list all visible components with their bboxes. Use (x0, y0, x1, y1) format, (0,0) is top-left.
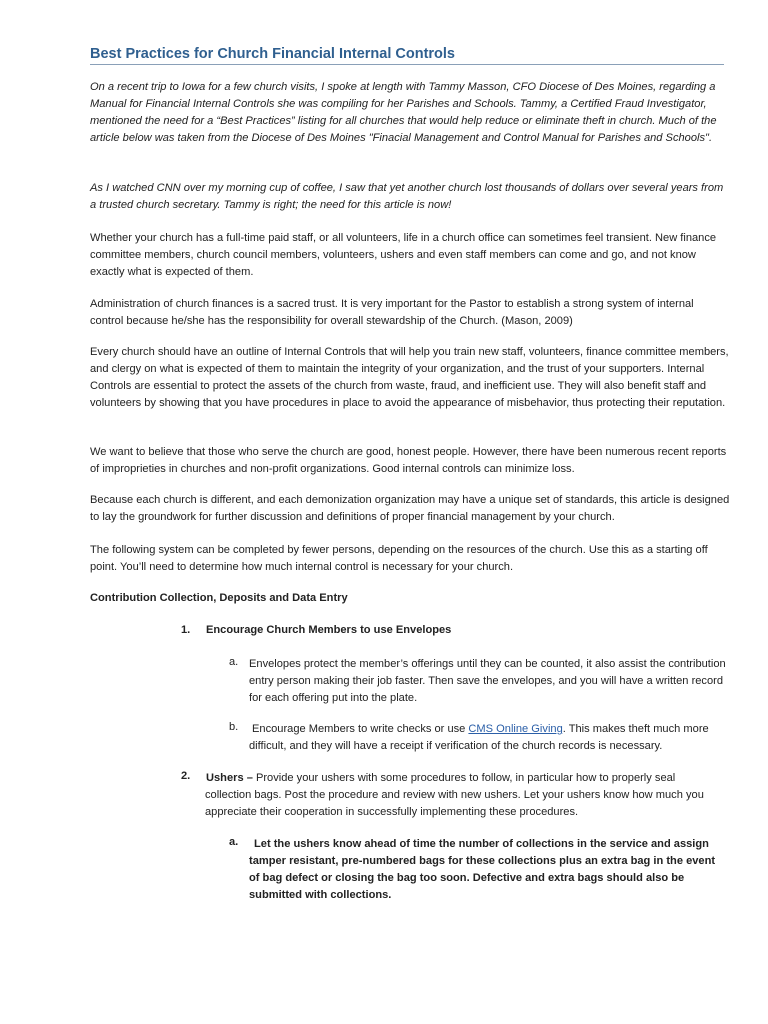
paragraph-different: Because each church is different, and each demonization organization may have a unique set of standards, this article is designed to lay the groundwork for further discussion and definitions of proper financial management by your church. (90, 494, 730, 523)
item-1b-text (249, 721, 729, 755)
section-heading: Contribution Collection, Deposits and Data Entry (90, 592, 348, 604)
intro-paragraph-2: As I watched CNN over my morning cup of coffee, I saw that yet another church lost thousands of dollars over several years from a trusted church secretary. Tammy is right; the need for this article is now! (90, 182, 724, 211)
item-2-label: Ushers – (206, 772, 253, 784)
item-1-number: 1. (181, 624, 191, 636)
page-title: Best Practices for Church Financial Internal Controls (90, 46, 724, 65)
paragraph-outline: Every church should have an outline of Internal Controls that will help you train new staff, volunteers, finance committee members, and clergy on what is expected of them to maintain the integrity of your organization, and the trust of your supporters. Internal Controls are essential to protect the assets of the church from waste, fraud, and inefficient use. They will also benefit staff and volunteers by showing that you have procedures in place to avoid the appearance of misbehavior, thus protecting their reputation. (90, 346, 729, 409)
cms-online-giving-link[interactable]: CMS Online Giving (468, 723, 563, 735)
paragraph-believe: We want to believe that those who serve the church are good, honest people. However, there have been numerous recent reports of improprieties in churches and non-profit organizations. Good internal controls can minimize loss. (90, 446, 727, 475)
item-2-text: Provide your ushers with some procedures to follow, in particular how to properly seal collection bags. Post the procedure and review with new ushers. Let your ushers know how much you appreciate their cooperation in successfully implementing these procedures. (205, 772, 704, 818)
item-1b-text-after: . This makes theft much more difficult, and they will have a receipt if verification of the church records is necessary. (249, 723, 709, 752)
intro-paragraph-1: On a recent trip to Iowa for a few church visits, I spoke at length with Tammy Masson, CFO Diocese of Des Moines, regarding a Manual for Financial Internal Controls she was compiling for her Parishes and Schools. Tammy, a Certified Fraud Investigator, mentioned the need for a “Best Practices” listing for all churches that would help reduce or eliminate theft in church. Much of the article below was taken from the Diocese of Des Moines "Finacial Management and Control Manual for Parishes and Schools". (90, 81, 717, 144)
item-1b-text-before: Encourage Members to write checks or use (252, 723, 469, 735)
paragraph-sacred-trust: Administration of church finances is a sacred trust. It is very important for the Pastor to establish a strong system of internal control because he/she has the responsibility for overall stewardship of the Church. (Mason, 2009) (90, 298, 694, 327)
item-2a-text: Let the ushers know ahead of time the number of collections in the service and assign tamper resistant, pre-numbered bags for these collections plus an extra bag in the event of bag defect or closing the bag too soon. Defective and extra bags should also be submitted with collections. (249, 838, 716, 901)
paragraph-staff: Whether your church has a full-time paid staff, or all volunteers, life in a church office can sometimes feel transient. New finance committee members, church council members, volunteers, ushers and even staff members can come and go, and not know exactly what is expected of them. (90, 232, 717, 278)
item-2-number: 2. (181, 770, 191, 782)
item-1a-marker: a. (229, 656, 239, 668)
paragraph-system: The following system can be completed by fewer persons, depending on the resources of the church. Use this as a starting off point. You’ll need to determine how much internal control is necessary for your church. (90, 544, 708, 573)
item-1a-text: Envelopes protect the member’s offerings until they can be counted, it also assist the contribution entry person making their job faster. Then save the envelopes, and you will have a written record for each offering put into the plate. (249, 658, 726, 704)
item-2a-marker: a. (229, 836, 239, 848)
item-1-label: Encourage Church Members to use Envelopes (206, 624, 452, 636)
item-2-paragraph (205, 770, 710, 821)
item-1b-marker: b. (229, 721, 239, 733)
